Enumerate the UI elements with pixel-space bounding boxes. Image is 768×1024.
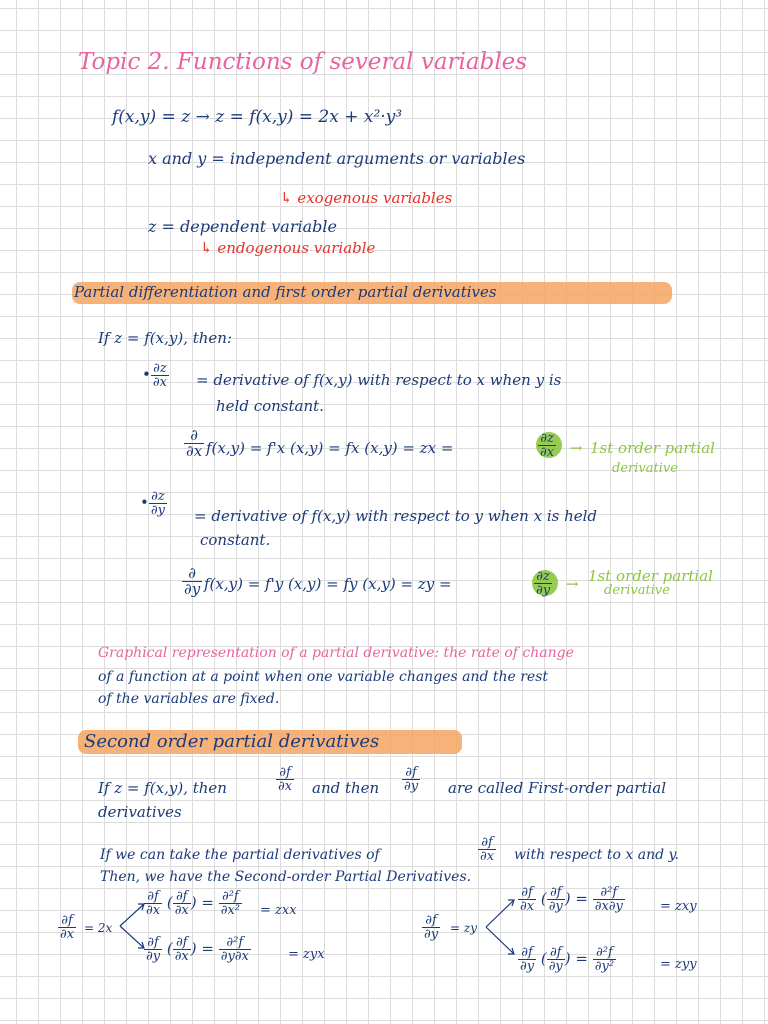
d-dy-operator: $\frac{\partial}{\partial y}$: [184, 564, 201, 598]
dz-dy-definition-b: constant.: [200, 531, 271, 549]
partial-line-c2: with respect to x and y.: [514, 847, 680, 863]
dz-dx-result: $\frac{\partial z}{\partial x}$: [540, 431, 555, 460]
first-order-note-a: 1st order partial: [590, 439, 715, 457]
right-root-value: = zy: [450, 921, 477, 935]
left-root-fraction: $\frac{\partial f}{\partial x}$: [60, 913, 75, 942]
dz-dy-fraction: • $\frac{\partial z}{\partial y}$: [140, 489, 165, 518]
independent-arguments-line: x and y = independent arguments or variables: [148, 149, 526, 168]
section2-heading: Second order partial derivatives: [84, 731, 380, 752]
exogenous-note: ↳ exogenous variables: [280, 189, 453, 207]
df-dx-fraction: $\frac{\partial f}{\partial x}$: [278, 765, 293, 794]
left-bottom-result: = zyx: [288, 947, 325, 962]
right-bottom-derivative: $\frac{\partial f}{\partial y}$ ( $\frac{\partial f}{\partial y}$ ) = $\frac{\text{∂²f}}{\text{∂y²}}$: [520, 945, 615, 974]
dz-dx-definition-b: held constant.: [216, 397, 324, 415]
arrow-icon: →: [570, 439, 583, 457]
dz-dx-fraction: • $\frac{\partial z}{\partial x}$: [142, 361, 167, 390]
arrow-icon: →: [566, 575, 579, 593]
endogenous-note: ↳ endogenous variable: [200, 239, 376, 257]
partial-line-d: Then, we have the Second-order Partial Derivatives.: [100, 869, 472, 885]
function-definition: f(x,y) = z → z = f(x,y) = 2x + x²·y³: [112, 107, 403, 127]
dx-equation: f(x,y) = f'x (x,y) = fx (x,y) = zx =: [206, 439, 454, 457]
left-bottom-derivative: $\frac{\partial f}{\partial y}$ ( $\frac{\partial f}{\partial x}$ ) = $\frac{\text{∂²f}}{\partial y\partial x}$: [146, 935, 249, 964]
first-order-note-b: derivative: [604, 583, 670, 598]
graphical-line-c: of the variables are fixed.: [98, 691, 280, 707]
first-order-line-a1: If z = f(x,y), then: [98, 779, 227, 797]
dz-dy-result: $\frac{\partial z}{\partial y}$: [536, 569, 551, 598]
first-order-line-a3: are called First-order partial: [448, 779, 667, 797]
first-order-line-b: derivatives: [98, 803, 182, 821]
graphical-line-a: Graphical representation of a partial derivative: the rate of change: [98, 645, 574, 661]
section1-heading: Partial differentiation and first order partial derivatives: [74, 283, 497, 301]
branch-arrows-right: [484, 892, 518, 962]
first-order-note-a: 1st order partial: [588, 567, 713, 585]
right-bottom-result: = zyy: [660, 957, 697, 972]
dz-dx-definition-a: = derivative of f(x,y) with respect to x when y is: [196, 371, 562, 389]
df-dx-fraction: $\frac{\partial f}{\partial x}$: [480, 835, 495, 864]
left-top-derivative: $\frac{\partial f}{\partial x}$ ( $\frac{\partial f}{\partial x}$ ) = $\frac{\text{∂²f}}{\text{∂x²}}$: [146, 889, 240, 918]
dz-dy-definition-a: = derivative of f(x,y) with respect to y when x is held: [194, 507, 598, 525]
if-z-line: If z = f(x,y), then:: [98, 329, 233, 347]
graphical-line-b: of a function at a point when one variable changes and the rest: [98, 669, 549, 685]
df-dy-fraction: $\frac{\partial f}{\partial y}$: [404, 765, 419, 794]
d-dx-operator: $\frac{\partial}{\partial x}$: [186, 426, 203, 460]
left-root-value: = 2x: [84, 921, 113, 935]
partial-line-c1: If we can take the partial derivatives of: [100, 847, 380, 863]
dy-equation: f(x,y) = f'y (x,y) = fy (x,y) = zy =: [204, 575, 452, 593]
first-order-line-a2: and then: [312, 779, 380, 797]
left-top-result: = zxx: [260, 903, 297, 918]
right-top-result: = zxy: [660, 899, 697, 914]
page-title: Topic 2. Functions of several variables: [78, 49, 528, 75]
right-root-fraction: $\frac{\partial f}{\partial y}$: [424, 913, 439, 942]
first-order-note-b: derivative: [612, 461, 678, 476]
right-top-derivative: $\frac{\partial f}{\partial x}$ ( $\frac{\partial f}{\partial y}$ ) = $\frac{\text{∂²f}}{\partial x\partial y}$: [520, 885, 623, 914]
dependent-variable-line: z = dependent variable: [148, 217, 337, 236]
